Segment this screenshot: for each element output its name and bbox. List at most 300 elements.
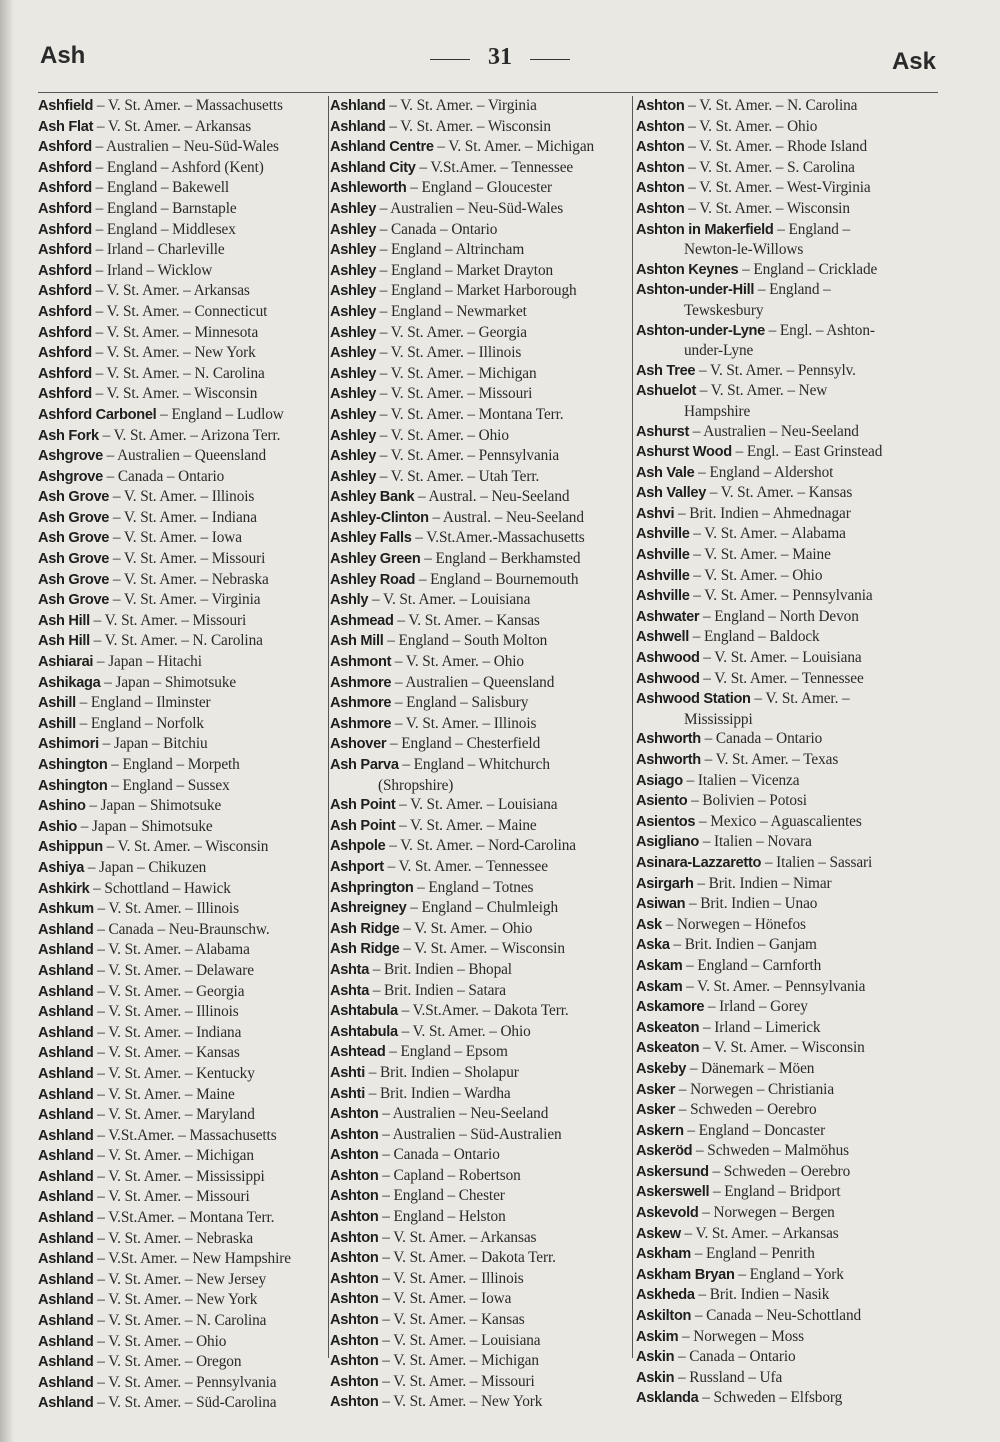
entry-location: – V. St. Amer. – Utah Terr. xyxy=(376,467,540,485)
entry-headword: Askilton xyxy=(636,1308,692,1325)
entry-location: – England – Chesterfield xyxy=(386,735,541,753)
entry-location: – V. St. Amer. – Minnesota xyxy=(91,323,259,341)
gazetteer-entry xyxy=(330,117,630,138)
entry-location: – V. St. Amer. – Missouri xyxy=(93,1188,250,1206)
entry-location: – Schweden – Oerebro xyxy=(675,1101,817,1119)
entry-location: – Schweden – Oerebro xyxy=(708,1162,851,1180)
gazetteer-entry xyxy=(330,240,630,261)
entry-headword: Ashton xyxy=(330,1167,379,1184)
gazetteer-entry xyxy=(38,673,330,694)
gazetteer-entry xyxy=(330,981,630,1002)
entry-headword: Ashmore xyxy=(330,695,392,712)
entry-headword: Askern xyxy=(636,1122,684,1139)
gazetteer-entry xyxy=(38,96,330,117)
gazetteer-entry xyxy=(38,1270,330,1291)
entry-location: – V. St. Amer. – Wisconsin xyxy=(91,385,258,403)
gazetteer-entry xyxy=(636,321,940,361)
entry-headword: Ashton-under-Hill xyxy=(636,282,755,299)
entry-continuation: Newton-le-Willows xyxy=(684,241,804,259)
gazetteer-entry xyxy=(636,627,940,648)
entry-headword: Askersund xyxy=(636,1163,709,1180)
gazetteer-entry xyxy=(636,524,940,545)
entry-headword: Ashford xyxy=(38,303,92,320)
entry-location: – V. St. Amer. – Tennessee xyxy=(699,669,864,687)
entry-headword: Ashton xyxy=(330,1373,379,1390)
gazetteer-entry xyxy=(636,1265,940,1286)
entry-headword: Ashley xyxy=(330,324,377,341)
entry-location: – V. St. Amer. – Louisiana xyxy=(368,591,531,609)
entry-headword: Ashwood Station xyxy=(636,691,751,708)
gazetteer-entry xyxy=(38,220,330,241)
entry-location: – V. St. Amer. – Maryland xyxy=(93,1106,255,1124)
gazetteer-entry xyxy=(38,487,330,508)
entry-location: – Brit. Indien – Ahmednagar xyxy=(674,504,851,522)
gazetteer-entry xyxy=(38,776,330,797)
entry-location: – England – Gloucester xyxy=(406,179,552,197)
entry-headword: Askeaton xyxy=(636,1019,700,1036)
entry-location: – V. St. Amer. – Indiana xyxy=(109,508,257,526)
gazetteer-entry xyxy=(330,446,630,467)
gazetteer-entry xyxy=(636,1162,940,1183)
entry-location: – Engl. – East Grinstead xyxy=(731,443,883,461)
entry-location: – England – York xyxy=(734,1265,844,1283)
entry-headword: Ashton xyxy=(330,1188,379,1205)
entry-headword: Ashland xyxy=(38,1045,94,1062)
gazetteer-entry xyxy=(38,961,330,982)
gazetteer-entry xyxy=(38,693,330,714)
gazetteer-entry xyxy=(636,771,940,792)
entry-location: – Italien – Vicenza xyxy=(682,771,800,789)
entry-location: – Mexico – Aguascalientes xyxy=(695,812,862,830)
entry-location: – England – Bridport xyxy=(709,1183,841,1201)
gazetteer-entry xyxy=(636,361,940,382)
entry-location: – England – North Devon xyxy=(699,607,859,625)
entry-headword: Ashley Road xyxy=(330,571,416,588)
header-right-guide-word: Ask xyxy=(891,48,936,75)
entry-location: – England – Penrith xyxy=(690,1245,815,1263)
entry-location: – V. St. Amer. – Maine xyxy=(689,546,831,564)
gazetteer-entry xyxy=(38,405,330,426)
entry-location: – V. St. Amer. – Michigan xyxy=(93,1147,254,1165)
gazetteer-entry xyxy=(330,1145,630,1166)
entry-headword: Ash Grove xyxy=(38,571,110,588)
entry-location: – V. St. Amer. – Louisiana xyxy=(699,649,862,667)
entry-location: – Canada – Ontario xyxy=(674,1348,796,1366)
entry-headword: Ashton xyxy=(330,1106,379,1123)
entry-headword: Ashton xyxy=(330,1147,379,1164)
entry-headword: Ash Hill xyxy=(38,633,90,650)
entry-location: – England – Doncaster xyxy=(683,1121,826,1139)
gazetteer-entry xyxy=(330,836,630,857)
gazetteer-entry xyxy=(636,1347,940,1368)
page-binding-shadow xyxy=(0,0,14,1442)
gazetteer-entry xyxy=(330,755,630,795)
entry-continuation: Hampshire xyxy=(684,402,751,420)
entry-location: – England – Ashford (Kent) xyxy=(91,158,264,176)
entry-headword: Ashland xyxy=(38,1189,94,1206)
entry-location: – Brit. Indien – Satara xyxy=(369,981,506,999)
gazetteer-entry xyxy=(636,1285,940,1306)
entry-headword: Asklanda xyxy=(636,1390,699,1407)
gazetteer-entry xyxy=(330,199,630,220)
gazetteer-entry xyxy=(636,1306,940,1327)
entry-headword: Ashworth xyxy=(636,752,701,768)
entry-headword: Ashland xyxy=(38,1313,94,1330)
entry-location: – V. St. Amer. – Alabama xyxy=(93,941,250,959)
gazetteer-entry xyxy=(636,178,940,199)
gazetteer-entry xyxy=(330,611,630,632)
entry-headword: Ashti xyxy=(330,1064,365,1081)
entry-location: – Australien – Queensland xyxy=(391,673,555,691)
entry-location: – V. St. Amer. – Oregon xyxy=(93,1353,242,1371)
entry-headword: Ashio xyxy=(38,818,78,835)
entry-headword: Ash Point xyxy=(330,817,396,834)
gazetteer-entry xyxy=(636,158,940,179)
gazetteer-entry xyxy=(330,652,630,673)
gazetteer-entry xyxy=(38,879,330,900)
entry-headword: Ashpole xyxy=(330,838,386,855)
entry-headword: Asigliano xyxy=(636,834,699,851)
entry-location: – Japan – Shimotsuke xyxy=(85,797,222,815)
entry-location: – V. St. Amer. – Illinois xyxy=(93,900,239,918)
entry-location: – V. St. Amer. – Connecticut xyxy=(91,302,268,320)
gazetteer-entry xyxy=(636,1388,940,1409)
entry-headword: Ashland xyxy=(38,1086,94,1103)
gazetteer-entry xyxy=(636,607,940,628)
gazetteer-entry xyxy=(330,939,630,960)
gazetteer-entry xyxy=(636,586,940,607)
entry-headword: Ashley xyxy=(330,221,377,238)
entry-headword: Ash Point xyxy=(330,797,396,814)
gazetteer-entry xyxy=(38,178,330,199)
entry-headword: Ashwood xyxy=(636,650,700,667)
gazetteer-entry xyxy=(330,323,630,344)
entry-headword: Ashton xyxy=(636,180,685,197)
entry-location: – V. St. Amer. – Ohio xyxy=(391,653,524,671)
entry-location: – V. St. Amer. – Iowa xyxy=(109,529,242,547)
entry-headword: Ashton-under-Lyne xyxy=(636,322,765,339)
entry-headword: Asinara-Lazzaretto xyxy=(636,854,762,871)
entry-location: – V. St. Amer. – New xyxy=(696,382,828,400)
entry-headword: Ashton in Makerfield xyxy=(636,221,774,238)
entry-location: – England – Chulmleigh xyxy=(406,899,558,917)
entry-headword: Asiwan xyxy=(636,896,686,913)
entry-location: – Canada – Ontario xyxy=(378,1146,500,1164)
entry-headword: Ashton xyxy=(330,1394,379,1411)
entry-location: – England – Market Harborough xyxy=(376,282,577,300)
gazetteer-entry xyxy=(330,816,630,837)
entry-location: – V. St. Amer. – Missouri xyxy=(378,1372,535,1390)
entry-headword: Ashmore xyxy=(330,715,392,732)
entry-location: – V.St. Amer. – New Hampshire xyxy=(93,1250,291,1268)
entry-headword: Ashland City xyxy=(330,159,416,176)
entry-location: – V. St. Amer. – Iowa xyxy=(378,1290,512,1308)
entry-location: – V. St. Amer. – Ohio xyxy=(376,426,509,444)
entry-headword: Asiento xyxy=(636,793,688,810)
entry-headword: Ashland xyxy=(38,1024,94,1041)
entry-location: – Capland – Robertson xyxy=(378,1166,521,1184)
gazetteer-entry xyxy=(38,1187,330,1208)
entry-headword: Ashford Carbonel xyxy=(38,406,157,423)
entry-headword: Askam xyxy=(636,978,683,995)
entry-headword: Ashville xyxy=(636,526,690,543)
entry-location: – V. St. Amer. – Pennsylvania xyxy=(93,1373,277,1391)
entry-location: – V. St. Amer. – Arkansas xyxy=(93,117,252,135)
entry-location: – V. St. Amer. – xyxy=(750,690,850,708)
entry-headword: Ashland xyxy=(38,921,94,938)
gazetteer-entry xyxy=(330,178,630,199)
gazetteer-entry xyxy=(636,504,940,525)
gazetteer-entry xyxy=(38,755,330,776)
entry-headword: Ashgrove xyxy=(38,448,103,465)
entry-headword: Askim xyxy=(636,1328,679,1345)
entry-headword: Askerswell xyxy=(636,1184,710,1201)
entry-headword: Ashland xyxy=(38,1148,94,1165)
gazetteer-entry xyxy=(38,899,330,920)
entry-location: – V. St. Amer. – Ohio xyxy=(399,919,533,937)
entry-location: – V. St. Amer. – Missouri xyxy=(109,550,266,568)
gazetteer-entry xyxy=(38,796,330,817)
entry-location: – Austral. – Neu-Seeland xyxy=(428,508,584,526)
entry-headword: Ashton xyxy=(636,98,685,114)
entry-headword: Ashti xyxy=(330,1085,365,1102)
entry-location: – V. St. Amer. – Texas xyxy=(700,751,839,768)
gazetteer-entry xyxy=(38,384,330,405)
entry-location: – Bolivien – Potosi xyxy=(687,792,807,810)
entry-headword: Ashford xyxy=(38,345,92,362)
gazetteer-entry xyxy=(38,1167,330,1188)
entry-headword: Ashford xyxy=(38,262,92,279)
entry-headword: Ashton xyxy=(330,1250,379,1267)
entry-location: – V. St. Amer. – Illinois xyxy=(391,714,537,732)
entry-headword: Ashford xyxy=(38,159,92,176)
entry-headword: Askevold xyxy=(636,1205,699,1222)
gazetteer-entry xyxy=(636,260,940,281)
gazetteer-entry xyxy=(330,1166,630,1187)
entry-location: – V.St.Amer.-Massachusetts xyxy=(411,529,585,547)
entry-location: – V. St. Amer. – Ohio xyxy=(689,566,823,584)
gazetteer-entry xyxy=(38,1393,330,1414)
entry-headword: Askam xyxy=(636,957,683,974)
gazetteer-entry xyxy=(330,343,630,364)
entry-headword: Ashtabula xyxy=(330,1023,398,1040)
entry-headword: Ash Grove xyxy=(38,592,110,609)
gazetteer-entry xyxy=(38,590,330,611)
entry-location: – England – Carnforth xyxy=(682,956,822,974)
gazetteer-entry xyxy=(636,280,940,320)
gazetteer-entry xyxy=(330,898,630,919)
entry-location: – Australien – Queensland xyxy=(102,447,267,465)
gazetteer-entry xyxy=(38,1352,330,1373)
entry-location: – V. St. Amer. – Wisconsin xyxy=(385,117,551,135)
gazetteer-entry xyxy=(330,96,630,117)
gazetteer-entry xyxy=(330,508,630,529)
entry-location: – Australien – Süd-Australien xyxy=(378,1125,562,1143)
entry-headword: Ashford xyxy=(38,139,92,156)
gazetteer-entry xyxy=(330,1351,630,1372)
gazetteer-entry xyxy=(38,1373,330,1394)
entry-location: – Canada – Ontario xyxy=(700,730,823,748)
entry-headword: Ashton xyxy=(330,1353,379,1370)
entry-location: – V. St. Amer. – Illinois xyxy=(93,1003,239,1021)
entry-headword: Ashiya xyxy=(38,859,85,876)
gazetteer-entry xyxy=(330,1289,630,1310)
entry-headword: Ashland xyxy=(330,118,386,135)
gazetteer-entry xyxy=(636,96,940,117)
gazetteer-entry xyxy=(38,1208,330,1229)
gazetteer-entry xyxy=(38,1249,330,1270)
gazetteer-entry xyxy=(636,1018,940,1039)
gazetteer-entry xyxy=(636,117,940,138)
gazetteer-entry xyxy=(330,1269,630,1290)
entry-location: – England – Chester xyxy=(378,1187,505,1205)
entry-location: – England – Barnstaple xyxy=(91,199,237,217)
entry-headword: Askheda xyxy=(636,1287,695,1304)
entry-location: – England – South Molton xyxy=(383,632,548,650)
entry-headword: Ashley xyxy=(330,468,377,485)
entry-headword: Ashikaga xyxy=(38,674,101,691)
gazetteer-entry xyxy=(330,137,630,158)
entry-location: – V. St. Amer. – Indiana xyxy=(93,1023,242,1041)
gazetteer-entry xyxy=(636,1182,940,1203)
entry-location: – England – Epsom xyxy=(385,1043,508,1061)
entry-location: – England – Totnes xyxy=(413,878,534,896)
entry-location: – V. St. Amer. – Massachusetts xyxy=(93,97,283,114)
entry-location: – V. St. Amer. – Ohio xyxy=(93,1332,227,1350)
entry-location: – V. St. Amer. – Virginia xyxy=(385,97,537,114)
entry-headword: Ashkum xyxy=(38,901,94,918)
entry-headword: Ashtead xyxy=(330,1044,386,1061)
entry-headword: Ashvi xyxy=(636,505,675,522)
gazetteer-entry xyxy=(636,669,940,690)
gazetteer-entry xyxy=(38,982,330,1003)
entry-continuation: (Shropshire) xyxy=(378,776,454,794)
gazetteer-entry xyxy=(38,158,330,179)
gazetteer-entry xyxy=(38,652,330,673)
gazetteer-entry xyxy=(636,566,940,587)
entry-location: – V. St. Amer. – Illinois xyxy=(109,488,255,506)
header-left-guide-word: Ash xyxy=(40,42,86,69)
entry-headword: Asiago xyxy=(636,772,683,789)
gazetteer-entry xyxy=(330,1392,630,1413)
gazetteer-entry xyxy=(330,1207,630,1228)
entry-headword: Ashland xyxy=(38,962,94,979)
gazetteer-entry xyxy=(636,422,940,443)
entry-location: – V. St. Amer. – Ohio xyxy=(397,1022,531,1040)
entry-location: – England – Ilminster xyxy=(75,694,211,712)
entry-headword: Ashton xyxy=(330,1312,379,1329)
gazetteer-entry xyxy=(38,837,330,858)
gazetteer-entry xyxy=(38,426,330,447)
entry-headword: Ashimori xyxy=(38,736,99,753)
gazetteer-entry xyxy=(330,302,630,323)
entry-location: – Irland – Gorey xyxy=(704,998,808,1016)
entry-location: – Brit. Indien – Nimar xyxy=(693,874,832,892)
entry-location: – Norwegen – Moss xyxy=(678,1327,804,1345)
entry-headword: Ashton xyxy=(636,200,685,217)
entry-location: – England – Ludlow xyxy=(156,405,284,423)
gazetteer-entry xyxy=(330,857,630,878)
entry-location: – V. St. Amer. – Alabama xyxy=(689,525,846,543)
gazetteer-entry xyxy=(330,158,630,179)
gazetteer-entry xyxy=(330,590,630,611)
gazetteer-entry xyxy=(330,570,630,591)
entry-headword: Ashford xyxy=(38,386,92,403)
entry-headword: Ashland xyxy=(38,1065,94,1082)
gazetteer-entry xyxy=(636,750,940,771)
header-rule xyxy=(38,92,938,93)
entry-headword: Ashworth xyxy=(636,731,701,748)
entry-headword: Ashland xyxy=(38,1271,94,1288)
gazetteer-entry xyxy=(636,874,940,895)
gazetteer-entry xyxy=(38,467,330,488)
gazetteer-entry xyxy=(38,528,330,549)
entry-headword: Ashley xyxy=(330,262,377,279)
entry-location: – Norwegen – Hönefos xyxy=(661,915,806,933)
entry-location: – V. St. Amer. – New Jersey xyxy=(93,1270,267,1288)
entry-headword: Ashford xyxy=(38,221,92,238)
entry-location: – V. St. Amer. – Kansas xyxy=(393,611,540,629)
gazetteer-entry xyxy=(636,545,940,566)
entry-location: – England – Baldock xyxy=(689,628,820,646)
entry-headword: Ashton xyxy=(330,1332,379,1349)
gazetteer-entry xyxy=(38,199,330,220)
gazetteer-entry xyxy=(38,1085,330,1106)
gazetteer-entry xyxy=(330,281,630,302)
gazetteer-entry xyxy=(636,1141,940,1162)
entry-headword: Ashland xyxy=(38,1395,94,1412)
entry-headword: Ashover xyxy=(330,736,387,753)
gazetteer-entry xyxy=(636,381,940,421)
entry-location: – Brit. Indien – Nasik xyxy=(694,1286,830,1304)
entry-headword: Asker xyxy=(636,1081,676,1098)
gazetteer-entry xyxy=(38,1126,330,1147)
entry-location: – Irland – Charleville xyxy=(91,241,225,259)
entry-location: – Schottland – Hawick xyxy=(89,879,231,897)
entry-location: – V. St. Amer. – N. Carolina xyxy=(93,1312,267,1330)
entry-headword: Ashington xyxy=(38,777,108,794)
entry-location: – V. St. Amer. – Wisconsin xyxy=(102,838,269,856)
entry-headword: Ashley Green xyxy=(330,551,421,568)
entry-location: – Brit. Indien – Bhopal xyxy=(369,960,512,978)
entry-headword: Ashton xyxy=(330,1229,379,1246)
gazetteer-entry xyxy=(330,960,630,981)
entry-location: – V. St. Amer. – Montana Terr. xyxy=(376,405,564,423)
entry-headword: Askham xyxy=(636,1246,691,1263)
entry-location: – Austral. – Neu-Seeland xyxy=(414,488,570,506)
gazetteer-entry xyxy=(38,611,330,632)
entry-location: – V. St. Amer. – Dakota Terr. xyxy=(378,1249,556,1267)
entry-headword: Ashley xyxy=(330,427,377,444)
gazetteer-entry xyxy=(38,1332,330,1353)
gazetteer-entry xyxy=(38,1002,330,1023)
entry-location: – Japan – Shimotsuke xyxy=(100,673,237,691)
entry-headword: Ashley xyxy=(330,406,377,423)
gazetteer-entry xyxy=(330,1372,630,1393)
gazetteer-entry xyxy=(38,1311,330,1332)
gazetteer-entry xyxy=(330,1186,630,1207)
entry-location: – V. St. Amer. – N. Carolina xyxy=(684,97,858,114)
entry-location: – Brit. Indien – Unao xyxy=(685,895,818,913)
entry-headword: Askin xyxy=(636,1349,675,1366)
entry-headword: Ashuelot xyxy=(636,383,697,400)
entry-location: – England – Berkhamsted xyxy=(420,550,581,568)
entry-location: – England – Salisbury xyxy=(391,694,529,712)
entry-location: – Irland – Limerick xyxy=(699,1018,821,1036)
gazetteer-entry xyxy=(330,795,630,816)
gazetteer-entry xyxy=(38,137,330,158)
column-1 xyxy=(38,96,330,1414)
